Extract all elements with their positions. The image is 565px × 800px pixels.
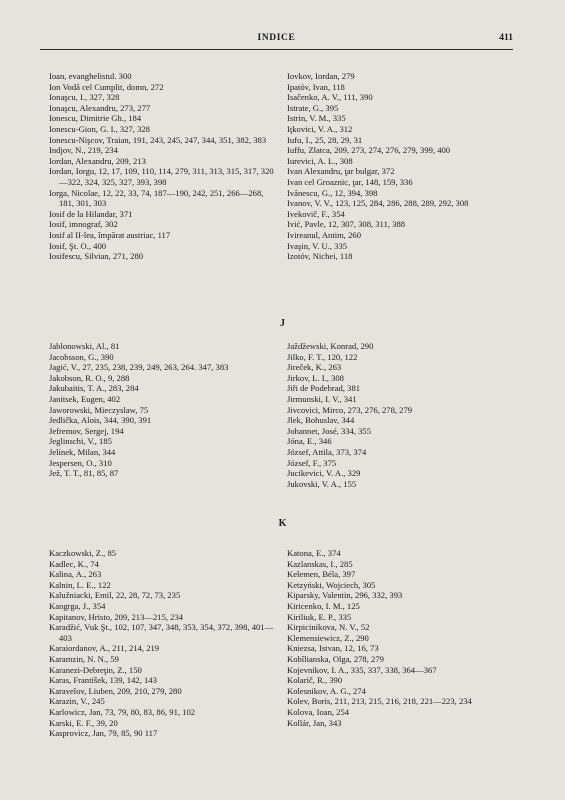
index-entry: Jagić, V., 27, 235, 238, 239, 249, 263, 264. 347, 383 <box>49 362 229 373</box>
index-entry: Kangrga, J., 354 <box>49 600 106 611</box>
section-letter-j: J <box>280 318 285 329</box>
index-entry: Kojevnikov, I. A., 335, 337, 338, 364—367 <box>287 664 437 675</box>
index-entry: Jablonowski, Al., 81 <box>49 341 120 351</box>
index-entry: Karanezi-Debreţin, Z., 150 <box>49 664 142 675</box>
index-entry: Karadžić, Vuk Şt., 102, 107, 347, 348, 353, 354, 372, 398, 401—403 <box>49 622 274 643</box>
index-entry: Kolesnikov, A. G., 274 <box>287 685 366 696</box>
index-entry: Ionaşcu, I., 327, 328 <box>49 92 120 103</box>
index-column-right <box>287 71 515 262</box>
index-entry: Kasprovicz, Jan, 79, 85, 90 117 <box>49 728 158 739</box>
index-entry: Indjov, N., 219, 234 <box>49 145 118 156</box>
running-header <box>40 33 513 49</box>
index-entry: Kalužniacki, Emil, 22, 28, 72, 73, 235 <box>49 590 181 601</box>
index-column-left <box>49 71 277 262</box>
section-letter-k: K <box>278 518 287 529</box>
index-entry: Jilko, F. T., 120, 122 <box>287 351 358 362</box>
index-entry: Iovkov, Iordan, 279 <box>287 71 355 81</box>
index-entry: Jiři de Podebrad, 381 <box>287 383 361 394</box>
index-entry: Iorga, Nicolae, 12, 22, 33, 74, 187—190, 242, 251, 266—268, 181, 301, 303 <box>49 187 264 209</box>
index-entry: Istrin, V. M., 335 <box>287 113 346 124</box>
index-entry: Karski, E. F., 39, 20 <box>49 717 118 728</box>
index-entry: Ionescu-Nişcov, Traian, 191, 243, 245, 247, 344, 351, 382, 383 <box>49 134 267 145</box>
index-entry: Iuffu, Zlatca, 209, 273, 274, 276, 279, 399, 400 <box>287 145 451 156</box>
index-entry: Iordan, Alexandru, 209, 213 <box>49 155 146 166</box>
index-entry: Jlek, Bohuslav, 344 <box>287 415 355 426</box>
index-entry: Iosif de la Hilandar, 371 <box>49 208 133 219</box>
index-entry: Kiparsky, Valentin, 296, 332, 393 <box>287 590 403 601</box>
index-entry: Kollár, Jan, 343 <box>287 717 342 728</box>
index-entry: Jespersen, O., 310 <box>49 457 112 468</box>
index-entry: Iosifescu, Silvian, 271, 280 <box>49 251 144 262</box>
index-entry: Ivănescu, G., 12, 394, 398 <box>287 187 378 198</box>
index-entry: Kapitanov, Hristo, 209, 213—215, 234 <box>49 611 184 622</box>
index-entry: Kniezsa, Istvan, 12, 16, 73 <box>287 643 379 654</box>
index-section-j <box>49 341 519 491</box>
index-entry: Iosif al II-lea, împărat austriac, 117 <box>49 229 171 240</box>
index-entry: Jukovski, V. A., 155 <box>287 478 357 489</box>
index-entry: Jirmunski, I. V., 341 <box>287 393 357 404</box>
index-entry: Jaworowski, Mieczyslaw, 75 <box>49 404 149 415</box>
index-entry: Istrate, G., 395 <box>287 102 339 113</box>
index-entry: Jedlička, Alois, 344, 390, 391 <box>49 415 152 426</box>
index-entry: Ivireanul, Antim, 260 <box>287 229 361 240</box>
index-entry: József, Attila, 373, 374 <box>287 446 367 457</box>
index-entry: Ionescu-Gion, G. I., 327, 328 <box>49 123 150 134</box>
index-entry: Ion Vodă cel Cumplit, domn, 272 <box>49 81 164 92</box>
index-entry: Iordan, Iorgu, 12, 17, 109, 110, 114, 279, 311, 313, 315, 317, 320—322, 324, 325, 327, 393, 398 <box>49 166 274 187</box>
index-entry: Johannet, José, 334, 355 <box>287 425 372 436</box>
header-title: INDICE <box>257 33 296 43</box>
index-entry: Janitsek, Eugen, 402 <box>49 393 121 404</box>
index-entry: Jakobson, R. O., 9, 288 <box>49 372 130 383</box>
index-entry: Karavelov, Liuben, 209, 210, 279, 280 <box>49 685 182 696</box>
index-entry: Kolova, Ioan, 254 <box>287 706 350 717</box>
index-column-left <box>49 548 277 739</box>
index-entry: Ketzyński, Wojciech, 305 <box>287 579 376 590</box>
index-entry: Isačenko, A. V., 111, 390 <box>287 92 373 103</box>
index-column-right <box>287 341 515 489</box>
index-entry: Katona, E., 374 <box>287 548 341 558</box>
header-rule <box>40 49 513 50</box>
index-entry: Jakubaitis, T. A., 283, 284 <box>49 383 139 394</box>
index-entry: Jivcovici, Mirco, 273, 276, 278, 279 <box>287 404 413 415</box>
index-entry: Izotóv, Nichei, 118 <box>287 251 353 262</box>
index-entry: Jaždžewski, Konrad, 290 <box>287 341 374 351</box>
page-number: 411 <box>499 33 513 43</box>
index-column-right <box>287 548 515 728</box>
index-entry: Karaiordanov, A., 211, 214, 219 <box>49 643 160 654</box>
index-column-left <box>49 341 277 479</box>
index-entry: Jefremov, Sergej, 194 <box>49 425 124 436</box>
index-entry: Iosif, Şt. O., 400 <box>49 240 107 251</box>
index-entry: Kalina, A., 263 <box>49 569 102 580</box>
index-entry: Kiriliuk, E. P., 335 <box>287 611 352 622</box>
index-entry: Ionescu, Dimitrie Gh., 184 <box>49 113 142 124</box>
index-entry: Kaczkowski, Z., 85 <box>49 548 117 558</box>
index-entry: Ivaşin, V. U., 335 <box>287 240 348 251</box>
index-entry: Jeglinschi, V., 185 <box>49 436 112 447</box>
index-entry: Karlowicz, Jan, 73, 79, 80, 83, 86, 91, 102 <box>49 706 196 717</box>
index-entry: Kadlec, K., 74 <box>49 558 99 569</box>
index-entry: Kirpicinikova, N. V., 52 <box>287 622 370 633</box>
index-entry: Ivan Alexandru, ţar bulgar, 372 <box>287 166 395 177</box>
index-entry: Ionaşcu, Alexandru, 273, 277 <box>49 102 151 113</box>
index-entry: Jacobsson, G., 390 <box>49 351 114 362</box>
index-entry: Jireček, K., 263 <box>287 362 342 373</box>
index-entry: Kelemen, Béla, 397 <box>287 569 356 580</box>
index-entry: Kolarič, R., 390 <box>287 675 343 686</box>
index-entry: József, F., 375 <box>287 457 337 468</box>
index-entry: Iosif, imnograf, 302 <box>49 219 118 230</box>
index-entry: Karazin, V., 245 <box>49 696 105 707</box>
index-entry: Iufu, I., 25, 28, 29, 31 <box>287 134 363 145</box>
index-entry: Karamzin, N. N., 59 <box>49 653 119 664</box>
index-entry: Klemensiewicz, Z., 290 <box>287 632 369 643</box>
index-entry: Jucikevici, V. A., 329 <box>287 468 361 479</box>
index-entry: Ivić, Pavle, 12, 307, 308, 311, 388 <box>287 219 406 230</box>
index-section-i <box>49 71 519 301</box>
index-entry: Kazlanskas, I., 285 <box>287 558 353 569</box>
index-entry: Kiricenko, I. M., 125 <box>287 600 360 611</box>
index-section-k <box>49 548 519 780</box>
index-entry: Jóna, E., 346 <box>287 436 332 447</box>
index-entry: Jež, T. T., 81, 85, 87 <box>49 468 119 479</box>
index-entry: Kalnin, L. E., 122 <box>49 579 111 590</box>
index-entry: Ivan cel Groaznic, ţar, 148, 159, 336 <box>287 176 413 187</box>
index-entry: Kobîlianska, Olga, 278, 279 <box>287 653 384 664</box>
index-entry: Jelínek, Milan, 344 <box>49 446 116 457</box>
index-entry: Karas, František, 139, 142, 143 <box>49 675 157 686</box>
index-entry: Ivekovič, F., 354 <box>287 208 345 219</box>
index-entry: Iţkovici, V. A., 312 <box>287 123 353 134</box>
index-entry: Ioan, evanghelistul. 300 <box>49 71 132 81</box>
index-entry: Ivanov, V. V., 123, 125, 284, 286, 288, 289, 292, 308 <box>287 198 469 209</box>
index-entry: Iurevici, A. L., 308 <box>287 155 353 166</box>
index-entry: Kolev, Boris, 211, 213, 215, 216, 218, 221—223, 234 <box>287 696 472 707</box>
index-entry: Jirkov, L. I., 308 <box>287 372 344 383</box>
index-entry: Ipatóv, Ivan, 118 <box>287 81 345 92</box>
